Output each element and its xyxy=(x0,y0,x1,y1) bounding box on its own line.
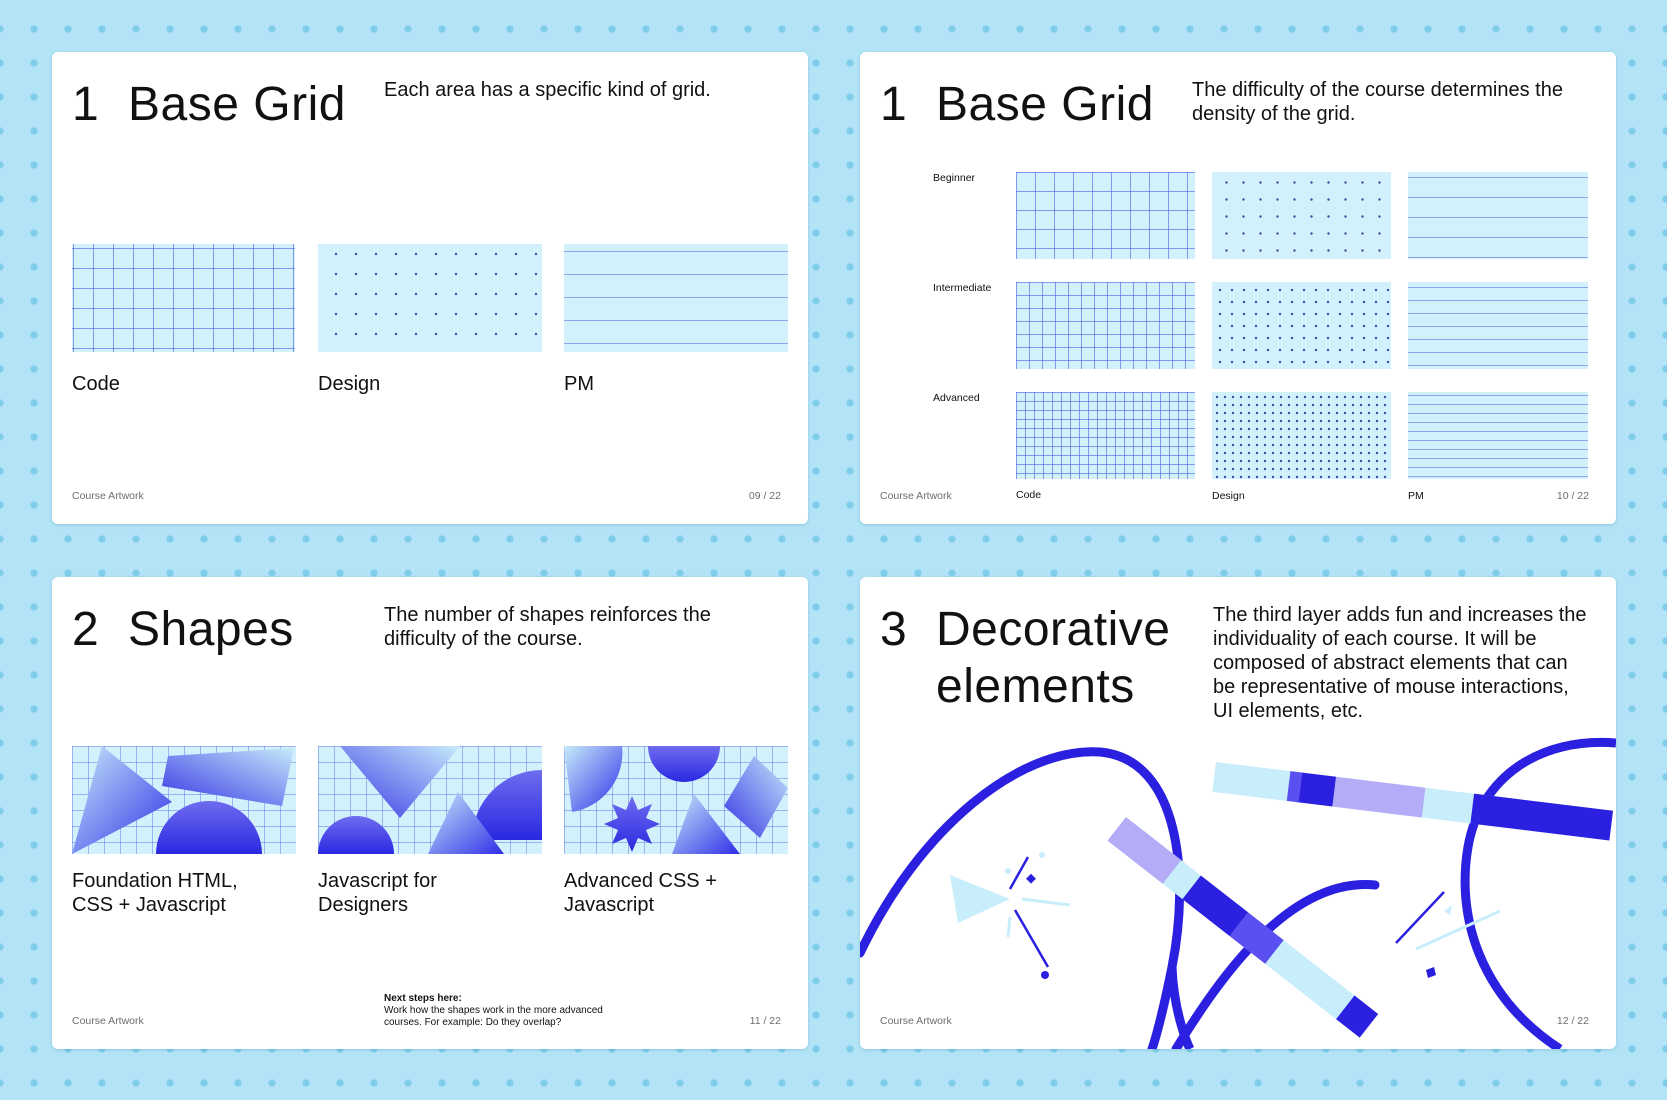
code-grid-panel xyxy=(72,244,295,352)
spark-line xyxy=(1010,857,1028,889)
shapes-advanced-art xyxy=(564,746,788,854)
pencil-horizontal xyxy=(1212,762,1613,841)
parallelogram-shape xyxy=(162,748,294,806)
column-label-design: Design xyxy=(1212,490,1245,502)
dot xyxy=(1426,967,1436,978)
next-steps-note xyxy=(384,993,634,1029)
slide-base-grid-areas xyxy=(52,52,808,524)
advanced-pm-grid xyxy=(1408,392,1588,479)
shapes-js-designers-art xyxy=(318,746,542,854)
caption-code: Code xyxy=(72,373,120,395)
slide-base-grid-difficulty xyxy=(860,52,1616,524)
curve-line xyxy=(860,752,1180,1049)
footer-label: Course Artwork xyxy=(72,1015,144,1027)
cursor-triangle-icon xyxy=(1444,905,1452,915)
footer-label: Course Artwork xyxy=(72,490,144,502)
shapes-advanced-panel xyxy=(564,746,788,854)
column-label-code: Code xyxy=(1016,489,1042,501)
shapes-js-designers-panel xyxy=(318,746,542,854)
dot xyxy=(1039,852,1045,858)
note-title: Next steps here: xyxy=(384,993,462,1004)
wedge-shape xyxy=(564,746,622,812)
design-grid-panel xyxy=(318,244,542,352)
spark-line xyxy=(1015,910,1048,967)
intermediate-code-grid xyxy=(1016,282,1195,369)
page-number: 12 / 22 xyxy=(1556,1015,1589,1027)
slide-description: Each area has a specific kind of grid. xyxy=(384,79,711,101)
row-label-beginner: Beginner xyxy=(933,172,976,184)
note-body: Work how the shapes work in the more advanced courses. For example: Do they overlap? xyxy=(384,1005,603,1028)
page-number: 09 / 22 xyxy=(748,490,781,502)
caption-design: Design xyxy=(318,373,381,395)
intermediate-design-grid xyxy=(1212,282,1391,369)
slide-description: The third layer adds fun and increases the individuality of each course. It will be composed of abstract elements that can be representative of mouse interactions, UI elements, etc. xyxy=(1213,604,1587,722)
caption-foundation: Foundation HTML, CSS + Javascript xyxy=(72,870,238,916)
caption-pm: PM xyxy=(564,373,594,395)
slide-decorative-elements xyxy=(860,577,1616,1049)
intermediate-pm-grid xyxy=(1408,282,1588,369)
footer-label: Course Artwork xyxy=(880,490,952,502)
dot xyxy=(1005,868,1011,874)
shapes-foundation-panel xyxy=(72,746,296,854)
caption-js-designers: Javascript for Designers xyxy=(318,870,437,916)
star-shape xyxy=(604,796,660,852)
row-label-intermediate: Intermediate xyxy=(933,282,992,294)
caption-advanced: Advanced CSS + Javascript xyxy=(564,870,717,916)
slide-title: 1 Base Grid xyxy=(72,78,346,131)
half-circle-shape xyxy=(156,801,262,854)
half-circle-shape xyxy=(318,816,394,854)
spark-line xyxy=(1022,899,1070,905)
beginner-pm-grid xyxy=(1408,172,1588,259)
diamond-shape xyxy=(724,756,788,838)
advanced-design-grid xyxy=(1212,392,1391,479)
slide-description: The difficulty of the course determines the density of the grid. xyxy=(1192,79,1563,125)
slide-title: 1 Base Grid xyxy=(880,78,1154,131)
spark-line xyxy=(1008,917,1010,937)
curve-line xyxy=(1465,742,1616,1049)
row-label-advanced: Advanced xyxy=(933,392,980,404)
beginner-code-grid xyxy=(1016,172,1195,259)
slide-shapes xyxy=(52,577,808,1049)
pencil-diagonal xyxy=(1108,817,1379,1038)
beginner-design-grid xyxy=(1212,172,1391,259)
dot xyxy=(1041,971,1049,979)
slide-title: 2 Shapes xyxy=(72,603,294,656)
triangle-down-shape xyxy=(340,746,460,818)
half-circle-shape xyxy=(648,746,720,782)
spark-line xyxy=(1396,892,1444,943)
dot xyxy=(1026,874,1036,884)
pm-grid-panel xyxy=(564,244,788,352)
page-number: 10 / 22 xyxy=(1556,490,1589,502)
advanced-code-grid xyxy=(1016,392,1195,479)
shapes-foundation-art xyxy=(72,746,296,854)
slide-title: 3 Decorative elements xyxy=(880,603,1171,713)
page-number: 11 / 22 xyxy=(749,1015,781,1027)
triangle-shape xyxy=(72,746,172,854)
column-label-pm: PM xyxy=(1408,490,1424,502)
slide-description: The number of shapes reinforces the difficulty of the course. xyxy=(384,604,711,650)
cursor-triangle-icon xyxy=(950,875,1010,923)
footer-label: Course Artwork xyxy=(880,1015,952,1027)
spark-line xyxy=(1416,911,1500,949)
